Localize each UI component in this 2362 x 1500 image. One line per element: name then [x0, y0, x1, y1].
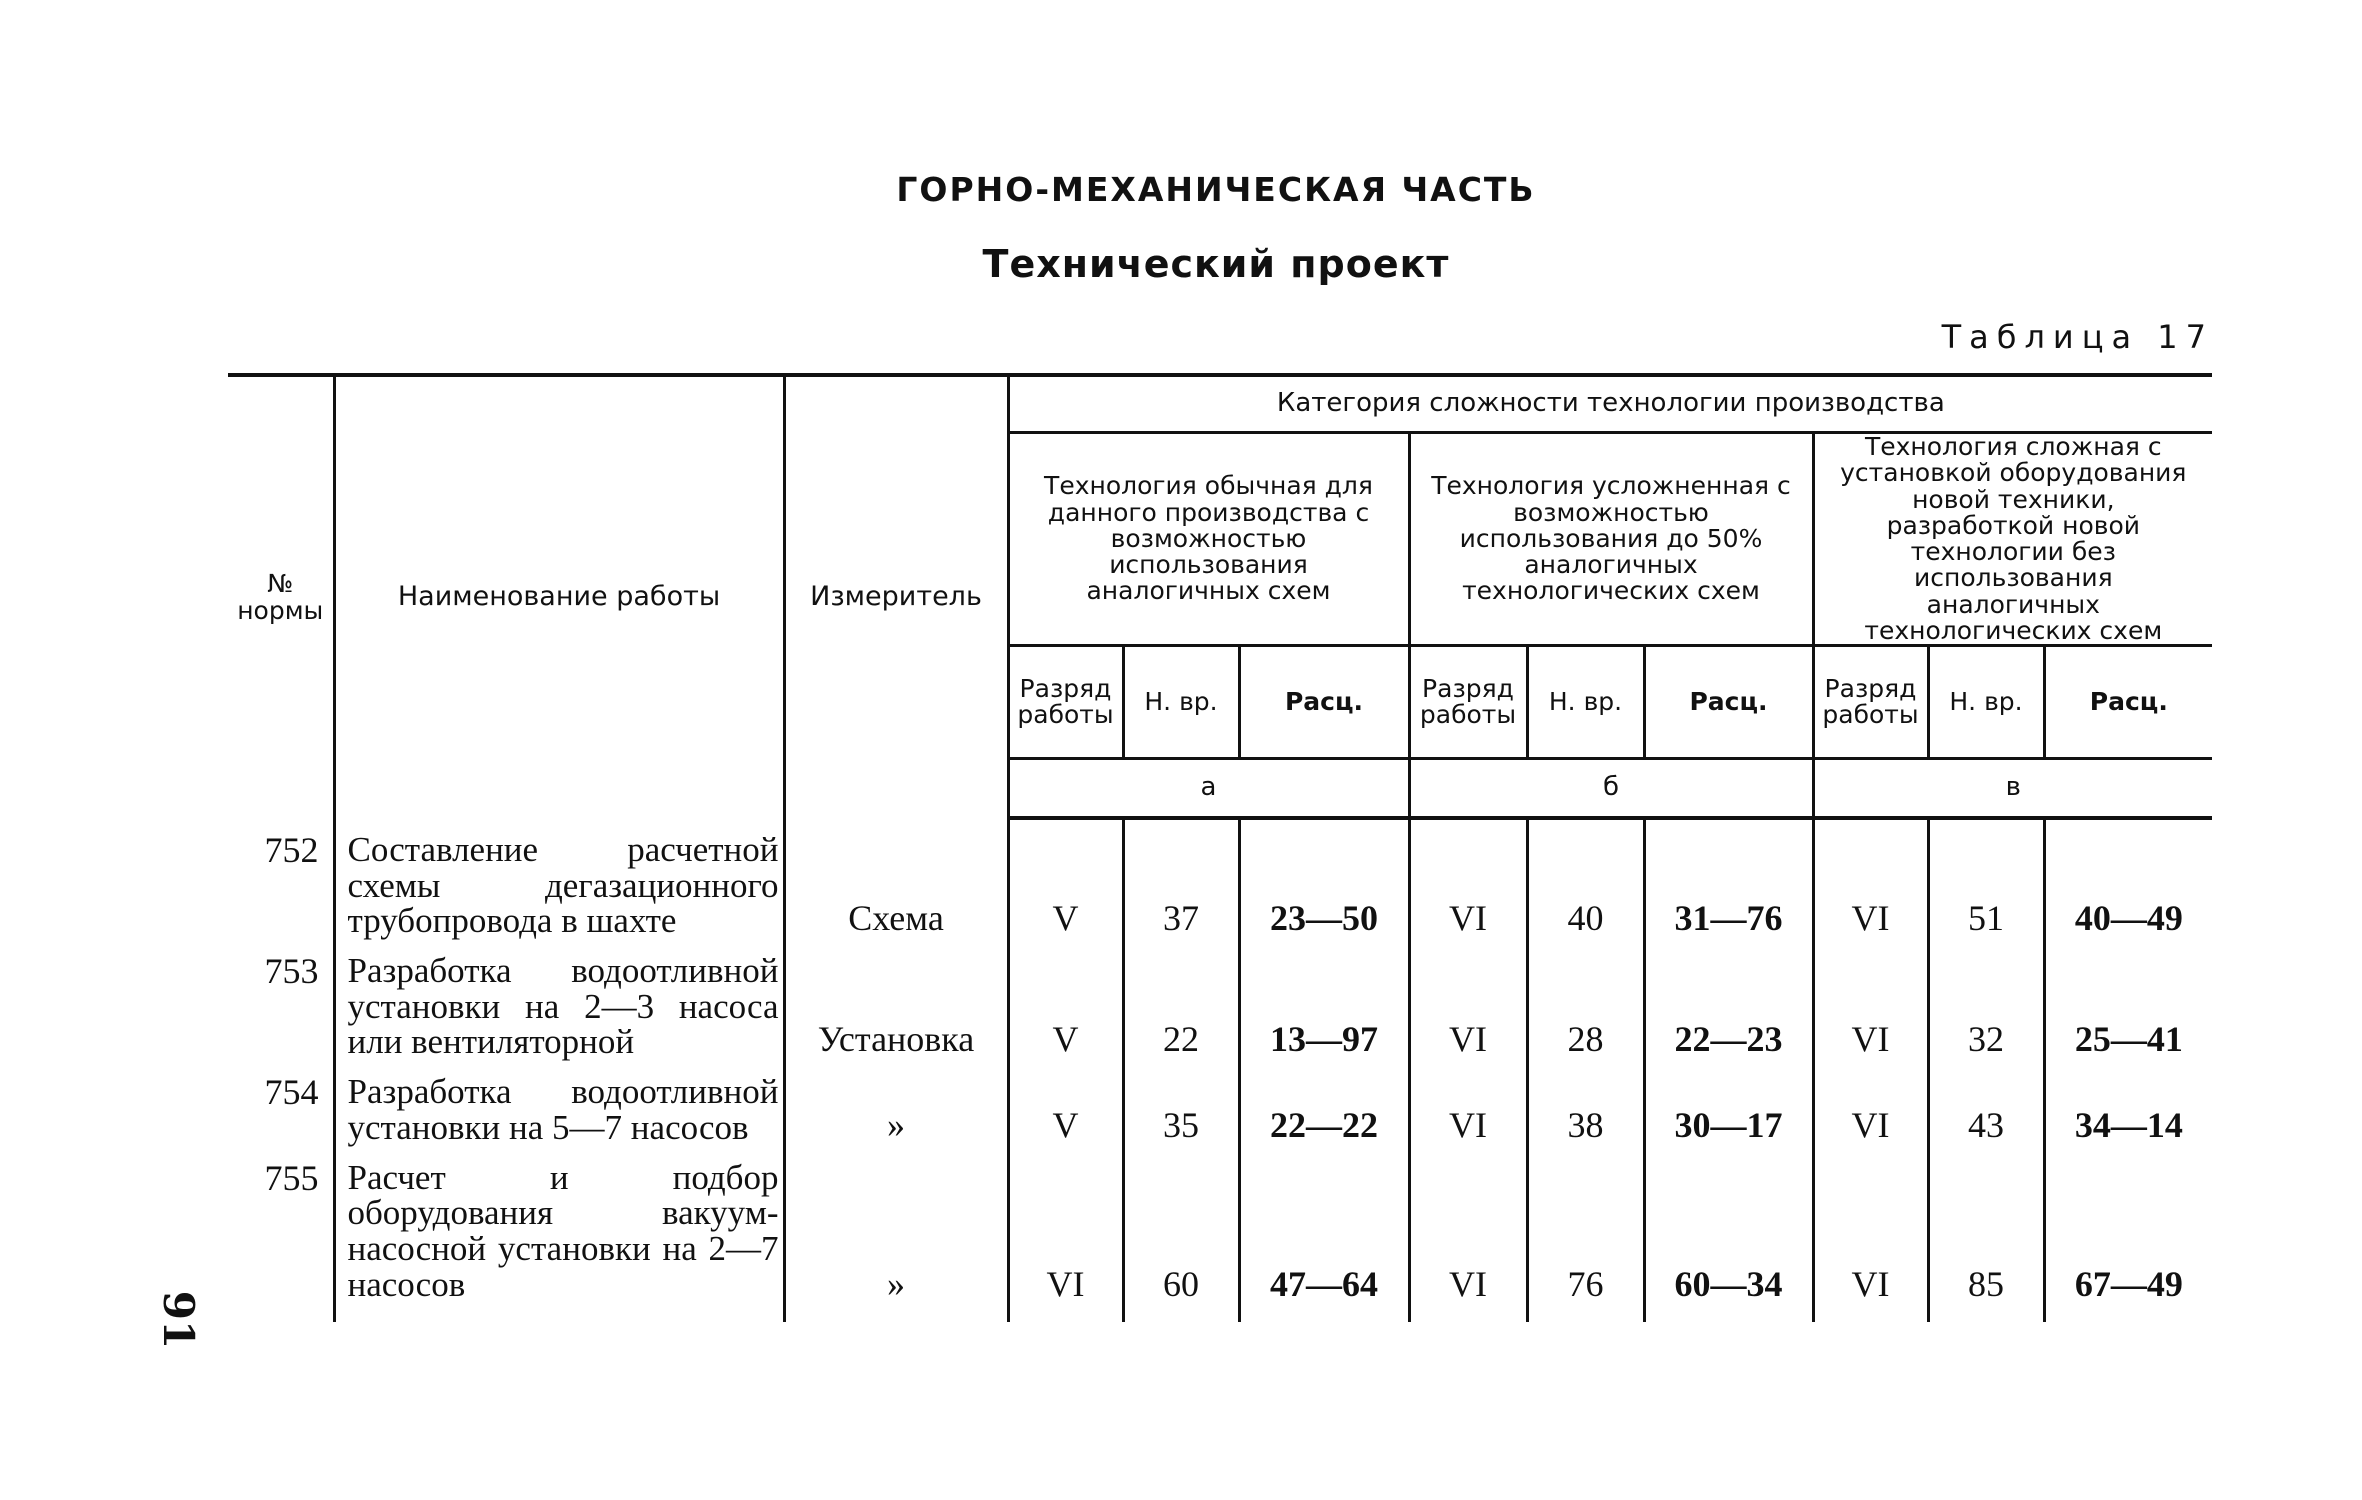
- header-rate-b: Расц.: [1644, 646, 1813, 759]
- unit: Установка: [784, 947, 1008, 1068]
- header-unit: Измеритель: [784, 375, 1008, 818]
- time-c: 51: [1928, 818, 2044, 947]
- rate-c: 34—14: [2044, 1068, 2212, 1153]
- grade-a: V: [1008, 947, 1123, 1068]
- norms-table: [228, 373, 2212, 1322]
- header-norm-number-label: нормы: [237, 595, 324, 625]
- time-c: 43: [1928, 1068, 2044, 1153]
- work-name: Составление расчетной схемы дегазационного трубопровода в шахте: [334, 818, 784, 947]
- table-label: Таблица 17: [1941, 318, 2214, 356]
- table-row: [228, 1154, 2212, 1323]
- time-b: 38: [1527, 1068, 1644, 1153]
- header-grade-a: Разряд работы: [1008, 646, 1123, 759]
- header-category-c: Технология сложная с установкой оборудования новой техники, разработкой новой технологии без использования аналогичных технологических схем: [1813, 433, 2212, 646]
- time-a: 22: [1123, 947, 1239, 1068]
- grade-a: V: [1008, 1068, 1123, 1153]
- rate-c: 40—49: [2044, 818, 2212, 947]
- work-name: Разработка водоотливной установки на 5—7 насосов: [334, 1068, 784, 1153]
- unit: »: [784, 1068, 1008, 1153]
- rate-a: 22—22: [1239, 1068, 1409, 1153]
- table-header: [228, 375, 2212, 818]
- header-complexity-category: Категория сложности технологии производства: [1008, 375, 2212, 433]
- header-letter-b: б: [1409, 759, 1813, 819]
- header-grade-b: Разряд работы: [1409, 646, 1527, 759]
- unit: »: [784, 1154, 1008, 1323]
- norm-number: 754: [264, 1072, 319, 1113]
- header-grade-c: Разряд работы: [1813, 646, 1928, 759]
- time-a: 37: [1123, 818, 1239, 947]
- header-norm-number: [228, 375, 334, 818]
- grade-a: VI: [1008, 1154, 1123, 1323]
- time-c: 32: [1928, 947, 2044, 1068]
- rate-b: 31—76: [1644, 818, 1813, 947]
- time-b: 76: [1527, 1154, 1644, 1323]
- work-name: Разработка водоотливной установки на 2—3 насоса или вентиляторной: [334, 947, 784, 1068]
- norm-number: 755: [264, 1157, 319, 1198]
- grade-b: VI: [1409, 1068, 1527, 1153]
- grade-c: VI: [1813, 818, 1928, 947]
- table-row: [228, 1068, 2212, 1153]
- grade-a: V: [1008, 818, 1123, 947]
- time-c: 85: [1928, 1154, 2044, 1323]
- header-time-c: Н. вр.: [1928, 646, 2044, 759]
- table-row: [228, 818, 2212, 947]
- header-rate-a: Расц.: [1239, 646, 1409, 759]
- time-a: 35: [1123, 1068, 1239, 1153]
- rate-b: 30—17: [1644, 1068, 1813, 1153]
- grade-b: VI: [1409, 818, 1527, 947]
- time-b: 28: [1527, 947, 1644, 1068]
- header-letter-a: а: [1008, 759, 1409, 819]
- header-work-name: Наименование работы: [334, 375, 784, 818]
- rate-a: 13—97: [1239, 947, 1409, 1068]
- page-number: 91: [154, 1290, 203, 1350]
- section-title: ГОРНО-МЕХАНИЧЕСКАЯ ЧАСТЬ: [896, 170, 1536, 209]
- grade-c: VI: [1813, 947, 1928, 1068]
- rate-a: 47—64: [1239, 1154, 1409, 1323]
- header-category-a: Технология обычная для данного производства с возможностью использования аналогичных схем: [1008, 433, 1409, 646]
- work-name: Расчет и подбор оборудования вакуум-насосной установки на 2—7 насосов: [334, 1154, 784, 1323]
- grade-c: VI: [1813, 1068, 1928, 1153]
- document-subtitle: Технический проект: [982, 242, 1450, 286]
- unit: Схема: [784, 818, 1008, 947]
- time-b: 40: [1527, 818, 1644, 947]
- header-time-a: Н. вр.: [1123, 646, 1239, 759]
- header-norm-number-symbol: №: [267, 569, 294, 599]
- header-category-b: Технология усложненная с возможностью использования до 50% аналогичных технологических схем: [1409, 433, 1813, 646]
- rate-c: 25—41: [2044, 947, 2212, 1068]
- grade-b: VI: [1409, 947, 1527, 1068]
- grade-c: VI: [1813, 1154, 1928, 1323]
- rate-b: 60—34: [1644, 1154, 1813, 1323]
- table-row: [228, 947, 2212, 1068]
- norm-number: 752: [264, 830, 319, 870]
- grade-b: VI: [1409, 1154, 1527, 1323]
- rate-b: 22—23: [1644, 947, 1813, 1068]
- time-a: 60: [1123, 1154, 1239, 1323]
- header-letter-c: в: [1813, 759, 2212, 819]
- header-rate-c: Расц.: [2044, 646, 2212, 759]
- rate-a: 23—50: [1239, 818, 1409, 947]
- norm-number: 753: [264, 951, 319, 992]
- header-time-b: Н. вр.: [1527, 646, 1644, 759]
- table-body: [228, 818, 2212, 1322]
- rate-c: 67—49: [2044, 1154, 2212, 1323]
